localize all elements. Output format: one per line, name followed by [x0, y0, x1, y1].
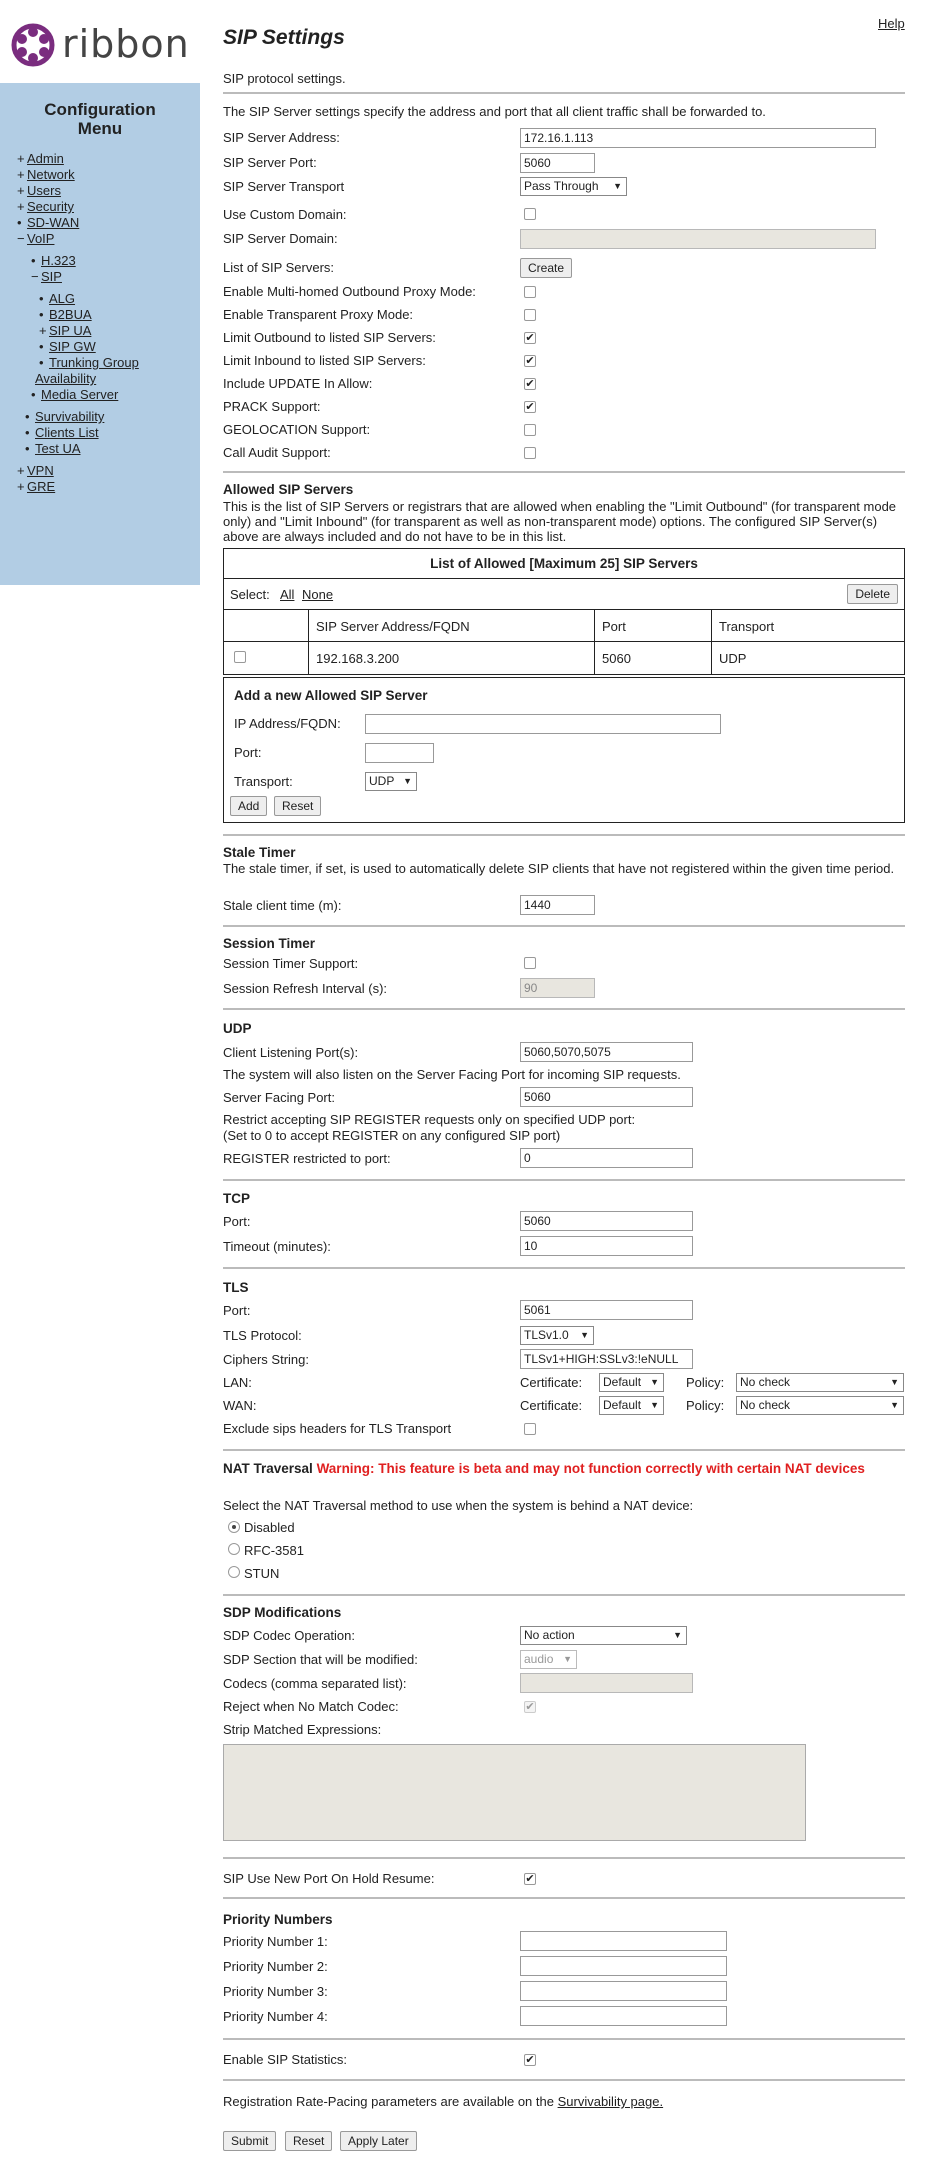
bullet-icon: • — [31, 387, 36, 402]
session-timer-support-checkbox[interactable] — [524, 957, 536, 969]
expand-icon: + — [17, 199, 25, 214]
stale-client-time-input[interactable]: 1440 — [520, 895, 595, 915]
sidebar-item-admin[interactable] — [17, 151, 64, 166]
divider — [223, 1857, 905, 1859]
survivability-page-link[interactable]: Survivability page. — [557, 2094, 664, 2109]
allowed-servers-table — [223, 548, 905, 675]
use-custom-domain-checkbox[interactable] — [524, 208, 536, 220]
chevron-down-icon: ▼ — [580, 1330, 589, 1340]
allowed-description: This is the list of SIP Servers or registrars that are allowed when enabling the "Limit Outbound" (for transparent mode only) and "Limit Inbound" (for transparent as well as non-transparent mode) options. The configured SIP Server(s) above are always included and do not have to be in this list. — [223, 499, 897, 544]
limit-outbound-checkbox[interactable]: ✔ — [525, 332, 535, 344]
sidebar-item-sip-ua[interactable] — [39, 323, 91, 338]
sidebar-item-label[interactable]: SIP UA — [49, 323, 92, 338]
priority-3-input[interactable] — [520, 1981, 727, 2001]
add-port-label: Port: — [234, 745, 262, 760]
chevron-down-icon: ▼ — [403, 776, 412, 786]
bullet-icon: • — [25, 425, 30, 440]
nat-description: Select the NAT Traversal method to use when the system is behind a NAT device: — [223, 1498, 694, 1513]
add-transport-value: UDP — [369, 774, 395, 788]
tcp-timeout-label: Timeout (minutes): — [223, 1239, 331, 1254]
bullet-icon: • — [39, 339, 44, 354]
register-restricted-input[interactable]: 0 — [520, 1148, 693, 1168]
stale-timer-description: The stale timer, if set, is used to automatically delete SIP clients that have not registered within the given time period. — [223, 861, 895, 876]
table-header-row — [224, 610, 904, 642]
sidebar-item-label[interactable]: Users — [27, 183, 61, 198]
priority-2-input[interactable] — [520, 1956, 727, 1976]
divider — [223, 1008, 905, 1010]
sidebar-item-b2bua[interactable] — [39, 307, 92, 322]
sidebar-item-label[interactable]: SIP — [41, 269, 62, 284]
table-title: List of Allowed [Maximum 25] SIP Servers — [224, 549, 904, 579]
nat-disabled-radio[interactable] — [228, 1521, 240, 1533]
chevron-down-icon: ▼ — [650, 1377, 659, 1387]
nat-heading: NAT Traversal — [223, 1461, 313, 1476]
priority-1-label: Priority Number 1: — [223, 1934, 328, 1949]
priority-3-label: Priority Number 3: — [223, 1984, 328, 1999]
priority-4-input[interactable] — [520, 2006, 727, 2026]
sip-server-address-label: SIP Server Address: — [223, 130, 340, 145]
ip-address-label: IP Address/FQDN: — [234, 716, 341, 731]
tls-protocol-select[interactable] — [520, 1326, 594, 1345]
tls-protocol-label: TLS Protocol: — [223, 1328, 302, 1343]
divider — [223, 2038, 905, 2040]
sidebar-item-security[interactable] — [17, 199, 74, 214]
add-transport-label: Transport: — [234, 774, 293, 789]
udp-heading: UDP — [223, 1021, 252, 1036]
sidebar-item-label[interactable]: Network — [27, 167, 75, 182]
collapse-icon: − — [17, 231, 25, 246]
sidebar-item-vpn[interactable] — [17, 463, 54, 478]
bullet-icon: • — [39, 291, 44, 306]
server-facing-port-label: Server Facing Port: — [223, 1090, 335, 1105]
add-button[interactable]: Add — [230, 796, 267, 816]
codecs-input[interactable] — [520, 1673, 693, 1693]
chevron-down-icon: ▼ — [563, 1654, 572, 1664]
divider — [223, 2079, 905, 2081]
call-audit-checkbox[interactable] — [524, 447, 536, 459]
sidebar-item-label[interactable]: VPN — [27, 463, 54, 478]
nat-stun-label: STUN — [244, 1566, 280, 1581]
divider — [223, 1897, 905, 1899]
delete-button[interactable]: Delete — [847, 584, 898, 604]
limit-inbound-label: Limit Inbound to listed SIP Servers: — [223, 353, 426, 368]
wan-policy-select[interactable] — [736, 1396, 904, 1415]
stale-client-time-label: Stale client time (m): — [223, 898, 342, 913]
sidebar-item-label[interactable]: Clients List — [35, 425, 99, 440]
sidebar-item-availability[interactable] — [25, 371, 96, 386]
server-facing-port-input[interactable]: 5060 — [520, 1087, 693, 1107]
expand-icon: + — [17, 167, 25, 182]
add-server-title: Add a new Allowed SIP Server — [234, 688, 428, 703]
sidebar-item-media-server[interactable] — [31, 387, 118, 402]
wan-policy-label: Policy: — [686, 1398, 725, 1413]
bullet-icon: • — [25, 441, 30, 456]
expand-icon: + — [39, 323, 47, 338]
server-intro: The SIP Server settings specify the address and port that all client traffic shall be forwarded to. — [223, 104, 766, 119]
logo-wordmark: ribbon — [62, 22, 190, 66]
sidebar-item-gre[interactable] — [17, 479, 55, 494]
nat-stun-radio[interactable] — [228, 1566, 240, 1578]
table-toolbar — [224, 579, 904, 610]
reset-button[interactable]: Reset — [285, 2131, 332, 2151]
sidebar-item-label[interactable]: Availability — [35, 371, 97, 386]
restrict-note-1: Restrict accepting SIP REGISTER requests only on specified UDP port: — [223, 1112, 636, 1127]
priority-1-input[interactable] — [520, 1931, 727, 1951]
sdp-section-select[interactable] — [520, 1650, 577, 1669]
prack-label: PRACK Support: — [223, 399, 321, 414]
lan-certificate-select[interactable] — [599, 1373, 664, 1392]
sdp-codec-operation-select[interactable] — [520, 1626, 687, 1645]
sidebar-item-label[interactable]: Security — [27, 199, 74, 214]
col-address-header: SIP Server Address/FQDN — [316, 619, 470, 634]
sidebar-item-sip-gw[interactable] — [39, 339, 96, 354]
select-none-link[interactable]: None — [302, 587, 334, 602]
hold-resume-checkbox[interactable]: ✔ — [525, 1873, 535, 1885]
page-title: SIP Settings — [223, 26, 345, 49]
expand-icon: + — [17, 463, 25, 478]
bullet-icon: • — [39, 307, 44, 322]
nat-rfc3581-radio[interactable] — [228, 1543, 240, 1555]
sdp-heading: SDP Modifications — [223, 1605, 342, 1620]
tls-port-label: Port: — [223, 1303, 251, 1318]
lan-policy-value: No check — [740, 1375, 791, 1389]
sip-server-address-input[interactable]: 172.16.1.113 — [520, 128, 876, 148]
session-refresh-input[interactable]: 90 — [520, 978, 595, 998]
priority-2-label: Priority Number 2: — [223, 1959, 328, 1974]
codec-op-value: No action — [524, 1628, 575, 1642]
sidebar-item-survivability[interactable] — [25, 409, 104, 424]
hold-resume-label: SIP Use New Port On Hold Resume: — [223, 1871, 435, 1886]
col-transport-header: Transport — [719, 619, 775, 634]
chevron-down-icon: ▼ — [673, 1630, 682, 1640]
row-transport: UDP — [719, 651, 747, 666]
bullet-icon: • — [25, 409, 30, 424]
collapse-icon: − — [31, 269, 39, 284]
ip-address-input[interactable] — [365, 714, 721, 734]
reject-no-match-label: Reject when No Match Codec: — [223, 1699, 399, 1714]
exclude-sips-checkbox[interactable] — [524, 1423, 536, 1435]
sidebar-item-test-ua[interactable] — [25, 441, 81, 456]
ciphers-string-label: Ciphers String: — [223, 1352, 309, 1367]
row-port: 5060 — [602, 651, 631, 666]
nat-heading-block — [223, 1461, 905, 1476]
client-listening-ports-label: Client Listening Port(s): — [223, 1045, 359, 1060]
divider — [223, 92, 905, 94]
strip-matched-label: Strip Matched Expressions: — [223, 1722, 382, 1737]
help-link[interactable]: Help — [878, 16, 905, 31]
sidebar-item-label[interactable]: B2BUA — [49, 307, 92, 322]
sidebar-item-label[interactable]: H.323 — [41, 253, 76, 268]
table-row — [224, 642, 904, 674]
prack-checkbox[interactable]: ✔ — [525, 401, 535, 413]
divider — [223, 834, 905, 836]
bullet-icon: • — [39, 355, 44, 370]
rate-pacing-note — [223, 2094, 663, 2109]
use-custom-domain-label: Use Custom Domain: — [223, 207, 347, 222]
sidebar-item-label[interactable]: Trunking Group — [49, 355, 139, 370]
lan-cert-value: Default — [603, 1375, 642, 1389]
limit-inbound-checkbox[interactable]: ✔ — [525, 355, 535, 367]
wan-policy-value: No check — [740, 1398, 791, 1412]
add-reset-button[interactable]: Reset — [274, 796, 321, 816]
sidebar-item-sip[interactable] — [31, 269, 62, 284]
rate-note-text: Registration Rate-Pacing parameters are available on the — [223, 2094, 554, 2109]
col-port-header: Port — [602, 619, 626, 634]
session-refresh-label: Session Refresh Interval (s): — [223, 981, 388, 996]
wan-cert-value: Default — [603, 1398, 642, 1412]
udp-note: The system will also listen on the Server Facing Port for incoming SIP requests. — [223, 1067, 681, 1082]
chevron-down-icon: ▼ — [650, 1400, 659, 1410]
include-update-checkbox[interactable]: ✔ — [525, 378, 535, 390]
nat-rfc3581-label: RFC-3581 — [244, 1543, 304, 1558]
tls-heading: TLS — [223, 1280, 249, 1295]
include-update-label: Include UPDATE In Allow: — [223, 376, 373, 391]
expand-icon: + — [17, 479, 25, 494]
register-restricted-label: REGISTER restricted to port: — [223, 1151, 391, 1166]
divider — [223, 1267, 905, 1269]
config-menu-sidebar — [0, 83, 200, 585]
sidebar-item-label[interactable]: Media Server — [41, 387, 119, 402]
session-timer-heading: Session Timer — [223, 936, 316, 951]
sidebar-item-label[interactable]: Admin — [27, 151, 64, 166]
transparent-proxy-checkbox[interactable] — [524, 309, 536, 321]
geolocation-label: GEOLOCATION Support: — [223, 422, 371, 437]
bullet-icon: • — [31, 253, 36, 268]
session-timer-support-label: Session Timer Support: — [223, 956, 359, 971]
row-select-checkbox[interactable] — [234, 651, 246, 663]
sidebar-item-label[interactable]: SIP GW — [49, 339, 96, 354]
sidebar-item-voip[interactable] — [17, 231, 54, 246]
tcp-timeout-input[interactable]: 10 — [520, 1236, 693, 1256]
ciphers-string-input[interactable]: TLSv1+HIGH:SSLv3:!eNULL — [520, 1349, 693, 1369]
sidebar-item-label[interactable]: VoIP — [27, 231, 55, 246]
expand-icon: + — [17, 183, 25, 198]
transport-value: Pass Through — [524, 179, 599, 193]
sdp-section-value: audio — [524, 1652, 554, 1666]
menu-title: Configuration Menu — [44, 100, 156, 138]
bullet-icon: • — [17, 215, 22, 230]
sidebar-item-h-323[interactable] — [31, 253, 76, 268]
geolocation-checkbox[interactable] — [524, 424, 536, 436]
tls-lan-label: LAN: — [223, 1375, 252, 1390]
tls-port-input[interactable]: 5061 — [520, 1300, 693, 1320]
tls-protocol-value: TLSv1.0 — [524, 1328, 569, 1342]
sidebar-item-users[interactable] — [17, 183, 61, 198]
sidebar-item-clients-list[interactable] — [25, 425, 99, 440]
sip-server-transport-label: SIP Server Transport — [223, 179, 345, 194]
nat-disabled-label: Disabled — [244, 1520, 295, 1535]
sidebar-item-sd-wan[interactable] — [17, 215, 79, 230]
lan-certificate-label: Certificate: — [520, 1375, 583, 1390]
client-listening-ports-input[interactable]: 5060,5070,5075 — [520, 1042, 693, 1062]
nat-warning: Warning: This feature is beta and may not function correctly with certain NAT devices — [316, 1461, 865, 1476]
transparent-proxy-label: Enable Transparent Proxy Mode: — [223, 307, 414, 322]
allowed-sip-servers-heading: Allowed SIP Servers — [223, 482, 354, 497]
sip-statistics-checkbox[interactable]: ✔ — [525, 2054, 535, 2066]
restrict-note-2: (Set to 0 to accept REGISTER on any configured SIP port) — [223, 1128, 561, 1143]
limit-outbound-label: Limit Outbound to listed SIP Servers: — [223, 330, 436, 345]
priority-numbers-heading: Priority Numbers — [223, 1912, 333, 1927]
add-allowed-server-box — [223, 677, 905, 823]
reject-no-match-checkbox[interactable]: ✔ — [525, 1701, 535, 1713]
chevron-down-icon: ▼ — [890, 1400, 899, 1410]
priority-4-label: Priority Number 4: — [223, 2009, 328, 2024]
call-audit-label: Call Audit Support: — [223, 445, 331, 460]
page-subtitle: SIP protocol settings. — [223, 71, 346, 86]
select-all-link[interactable]: All — [280, 587, 295, 602]
sidebar-item-alg[interactable] — [39, 291, 75, 306]
lan-policy-select[interactable] — [736, 1373, 904, 1392]
sidebar-item-label[interactable]: Test UA — [35, 441, 81, 456]
tcp-heading: TCP — [223, 1191, 250, 1206]
divider — [223, 1594, 905, 1596]
add-port-input[interactable] — [365, 743, 434, 763]
wan-certificate-label: Certificate: — [520, 1398, 583, 1413]
wan-certificate-select[interactable] — [599, 1396, 664, 1415]
divider — [223, 471, 905, 473]
sip-server-port-label: SIP Server Port: — [223, 155, 317, 170]
sip-server-port-input[interactable]: 5060 — [520, 153, 595, 173]
lan-policy-label: Policy: — [686, 1375, 725, 1390]
multihomed-checkbox[interactable] — [524, 286, 536, 298]
add-transport-select[interactable] — [365, 772, 417, 791]
create-button[interactable]: Create — [520, 258, 572, 278]
divider — [223, 925, 905, 927]
sip-server-domain-label: SIP Server Domain: — [223, 231, 338, 246]
select-label: Select: — [230, 587, 270, 602]
submit-button[interactable]: Submit — [223, 2131, 276, 2151]
tls-wan-label: WAN: — [223, 1398, 257, 1413]
tcp-port-label: Port: — [223, 1214, 251, 1229]
sidebar-item-label[interactable]: SD-WAN — [27, 215, 80, 230]
multihomed-label: Enable Multi-homed Outbound Proxy Mode: — [223, 284, 476, 299]
exclude-sips-label: Exclude sips headers for TLS Transport — [223, 1421, 452, 1436]
sidebar-item-network[interactable] — [17, 167, 75, 182]
sip-server-transport-select[interactable] — [520, 177, 627, 196]
sdp-codec-operation-label: SDP Codec Operation: — [223, 1628, 355, 1643]
codecs-label: Codecs (comma separated list): — [223, 1676, 407, 1691]
sip-statistics-label: Enable SIP Statistics: — [223, 2052, 348, 2067]
tcp-port-input[interactable]: 5060 — [520, 1211, 693, 1231]
sip-server-domain-input[interactable] — [520, 229, 876, 249]
chevron-down-icon: ▼ — [613, 181, 622, 191]
strip-matched-textarea[interactable] — [223, 1744, 806, 1841]
row-address: 192.168.3.200 — [316, 651, 400, 666]
sidebar-item-label[interactable]: GRE — [27, 479, 56, 494]
stale-timer-heading: Stale Timer — [223, 845, 296, 860]
sidebar-item-label[interactable]: Survivability — [35, 409, 105, 424]
divider — [223, 1449, 905, 1451]
ribbon-logo — [6, 18, 202, 78]
sdp-section-label: SDP Section that will be modified: — [223, 1652, 418, 1667]
apply-later-button[interactable]: Apply Later — [340, 2131, 417, 2151]
sidebar-item-label[interactable]: ALG — [49, 291, 76, 306]
list-of-sip-servers-label: List of SIP Servers: — [223, 260, 335, 275]
chevron-down-icon: ▼ — [890, 1377, 899, 1387]
expand-icon: + — [17, 151, 25, 166]
sidebar-item-trunking-group[interactable] — [39, 355, 139, 370]
divider — [223, 1179, 905, 1181]
